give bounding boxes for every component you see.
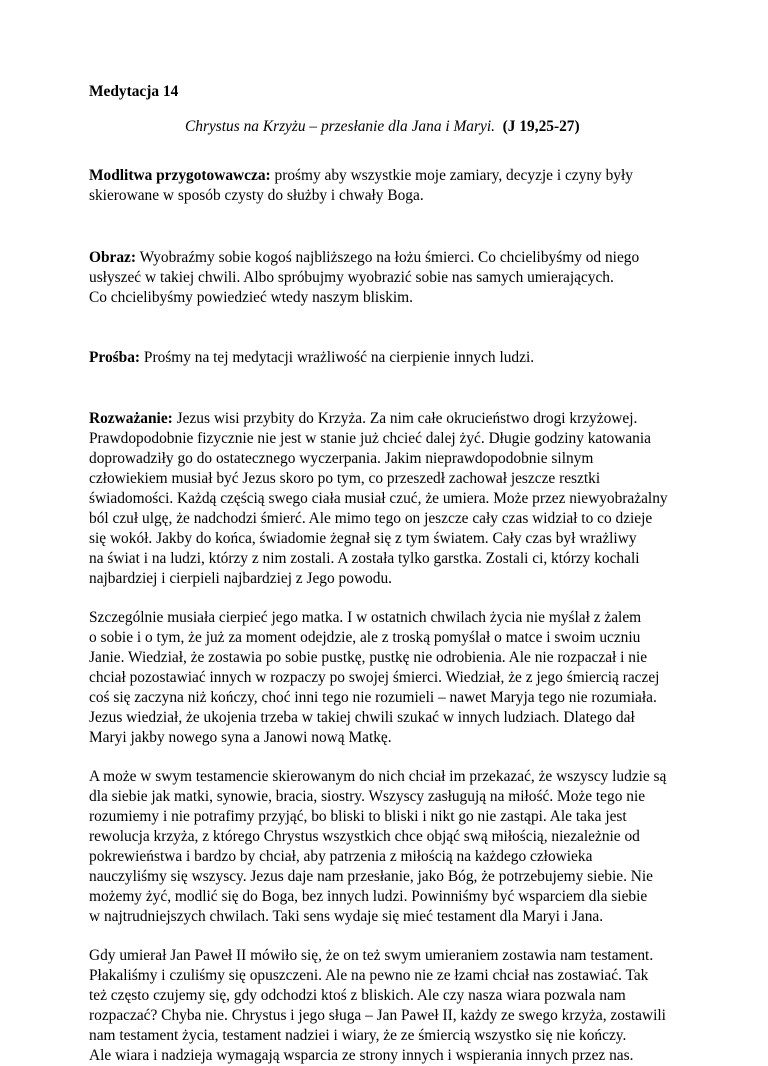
paragraph-line: Płakaliśmy i czuliśmy się opuszczeni. Ale na pewno nie ze łzami chciał nas zostawiać. Tak [89,967,649,984]
paragraph-line: dla siebie jak matki, synowie, bracia, siostry. Wszyscy zasługują na miłość. Może tego nie [89,788,646,805]
meditation-heading: Medytacja 14 [89,83,179,100]
paragraph-line: chciał pozostawiać innych w rozpaczy po swojej śmierci. Wiedział, że z jego śmiercią raczej [89,669,660,686]
paragraph-line: rozpaczać? Chyba nie. Chrystus i jego sługa – Jan Paweł II, każdy ze swego krzyża, zostawili [89,1007,666,1024]
prayer-line-2: skierowane w sposób czysty do służby i chwały Boga. [89,187,424,204]
consideration-paragraph-1 [89,409,729,589]
paragraph-line: pokrewieństwa i bardzo by chciał, aby patrzenia z miłością na każdego człowieka [89,848,593,865]
prayer-section [89,166,729,206]
consideration-line: się wokół. Jakby do końca, świadomie żegnał się z tym światem. Cały czas był wrażliwy [89,530,637,547]
consideration-line: ból czuł ulgę, że nadchodzi śmierć. Ale mimo tego on jeszcze cały czas widział to co dzieje [89,510,653,527]
paragraph-line: A może w swym testamencie skierowanym do nich chciał im przekazać, że wszyscy ludzie są [89,768,667,785]
scripture-reference: (J 19,25-27) [502,118,580,135]
image-label: Obraz: [89,249,137,266]
paragraph-line: rozumiemy i nie potrafimy przyjąć, bo bliski to bliski i nikt go nie zastąpi. Ale taka jest [89,808,627,825]
paragraph-line: też często czujemy się, gdy odchodzi ktoś z bliskich. Ale czy nasza wiara pozwala nam [89,987,626,1004]
consideration-line: doprowadziły go do ostatecznego wyczerpania. Jakim nieprawdopodobnie silnym [89,450,594,467]
image-line-2: usłyszeć w takiej chwili. Albo spróbujmy wyobrazić sobie nas samych umierających. [89,269,614,286]
request-section [89,348,729,368]
paragraph-line: Ale wiara i nadzieja wymagają wsparcia ze strony innych i wspierania innych przez nas. [89,1047,634,1064]
paragraph-line: nauczyliśmy się wszyscy. Jezus daje nam przesłanie, jako Bóg, że potrzebujemy siebie. Nie [89,868,653,885]
prayer-label: Modlitwa przygotowawcza: [89,167,271,184]
consideration-paragraph-3 [89,767,729,927]
paragraph-line: w najtrudniejszych chwilach. Taki sens wydaje się mieć testament dla Maryi i Jana. [89,908,604,925]
consideration-paragraph-4 [89,946,729,1066]
paragraph-line: coś się zaczyna niż kończy, choć inni tego nie rozumieli – nawet Maryja tego nie rozumiała. [89,689,657,706]
image-line-3: Co chcielibyśmy powiedzieć wtedy naszym bliskim. [89,289,413,306]
consideration-line: świadomości. Każdą częścią swego ciała musiał czuć, że umiera. Może przez niewyobrażalny [89,490,668,507]
request-line-1 [89,348,729,368]
request-label: Prośba: [89,349,141,366]
request-text: Prośmy na tej medytacji wrażliwość na cierpienie innych ludzi. [140,349,535,366]
paragraph-line: nam testament życia, testament nadziei i wiary, że ze śmiercią wszystko się nie kończy. [89,1027,627,1044]
paragraph-line: o sobie i o tym, że już za moment odejdzie, ale z troską pomyślał o matce i swoim uczniu [89,629,641,646]
paragraph-line: Gdy umierał Jan Paweł II mówiło się, że on też swym umieraniem zostawia nam testament. [89,947,654,964]
image-text: Wyobraźmy sobie kogoś najbliższego na łożu śmierci. Co chcielibyśmy od niego [136,249,640,266]
consideration-line: człowiekiem musiał być Jezus skoro po tym, co przeszedł zachował jeszcze resztki [89,470,601,487]
paragraph-line: Jezus wiedział, że ukojenia trzeba w takiej chwili szukać w innych ludziach. Dlatego dał [89,709,635,726]
consideration-line: najbardziej i cierpieli najbardziej z Jego powodu. [89,570,392,587]
image-line-1 [89,248,729,268]
paragraph-line: możemy żyć, modlić się do Boga, bez innych ludzi. Powinniśmy być wsparciem dla siebie [89,888,648,905]
meditation-subtitle [185,117,729,137]
subtitle-text: Chrystus na Krzyżu – przesłanie dla Jana i Maryi. [185,118,495,135]
prayer-text: prośmy aby wszystkie moje zamiary, decyzje i czyny były [270,167,633,184]
document-page [89,82,729,1066]
consideration-line: na świat i na ludzi, którzy z nim zostali. A została tylko garstka. Zostali ci, którzy kochali [89,550,640,567]
prayer-line-1 [89,166,729,186]
paragraph-line: rewolucja krzyża, z którego Chrystus wszystkich chce objąć swą miłością, niezależnie od [89,828,640,845]
paragraph-line: Maryi jakby nowego syna a Janowi nową Matkę. [89,729,392,746]
paragraph-line: Janie. Wiedział, że zostawia po sobie pustkę, pustkę nie odrobienia. Ale nie rozpaczał i nie [89,649,648,666]
consideration-text: Jezus wisi przybity do Krzyża. Za nim całe okrucieństwo drogi krzyżowej. [172,410,638,427]
consideration-line: Prawdopodobnie fizycznie nie jest w stanie już chcieć dalej żyć. Długie godziny katowania [89,430,651,447]
consideration-label: Rozważanie: [89,410,173,427]
image-section [89,248,729,308]
consideration-line [89,409,729,429]
consideration-paragraph-2 [89,608,729,748]
paragraph-line: Szczególnie musiała cierpieć jego matka. I w ostatnich chwilach życia nie myślał z żalem [89,609,642,626]
